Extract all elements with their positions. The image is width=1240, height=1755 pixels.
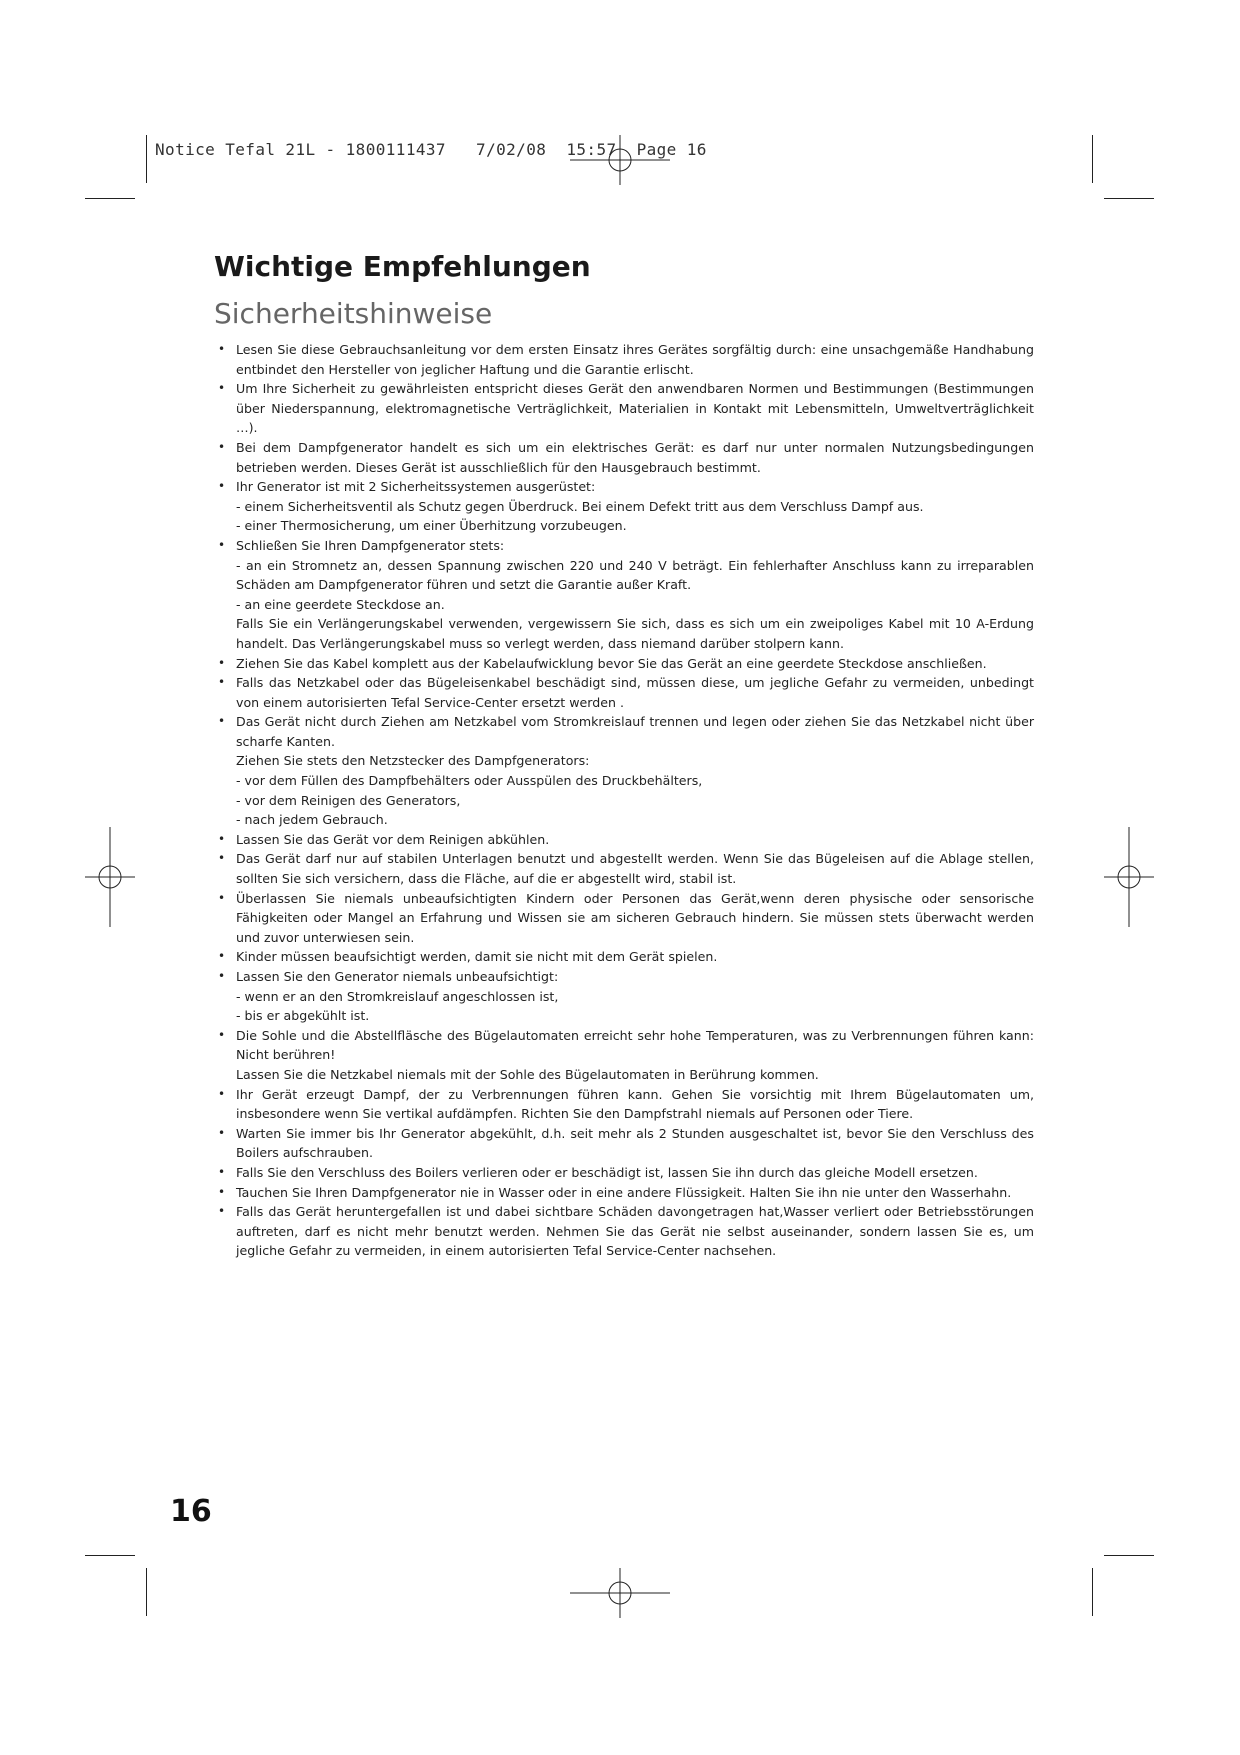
bullet-icon: • <box>218 675 226 690</box>
list-item-text: - an ein Stromnetz an, dessen Spannung zwischen 220 und 240 V beträgt. Ein fehlerhafter Anschluss kann zu irreparablen Schäden am Dampfgenerator führen und setzt die Garantie außer Kraft. <box>236 557 1034 593</box>
bullet-icon: • <box>218 655 226 670</box>
list-item-text: Ziehen Sie das Kabel komplett aus der Kabelaufwicklung bevor Sie das Gerät an eine geerdete Steckdose anschließen. <box>236 655 987 671</box>
list-item <box>214 712 1034 830</box>
list-item-text: - einem Sicherheitsventil als Schutz gegen Überdruck. Bei einem Defekt tritt aus dem Verschluss Dampf aus. <box>236 498 924 514</box>
registration-mark-left-icon <box>85 827 135 927</box>
crop-mark-bottom-left-v <box>146 1568 147 1616</box>
page-number: 16 <box>170 1494 212 1529</box>
list-item <box>214 438 1034 477</box>
list-item-text: Lesen Sie diese Gebrauchsanleitung vor dem ersten Einsatz ihres Gerätes sorgfältig durch: eine unsachgemäße Handhabung entbindet den Hersteller von jeglicher Haftung und die Garantie erlischt. <box>236 342 1034 377</box>
list-item <box>214 1183 1034 1203</box>
crop-mark-bottom-left-h <box>85 1555 135 1556</box>
crop-mark-top-left-h <box>85 198 135 199</box>
list-item <box>214 340 1034 379</box>
list-item-text: Das Gerät darf nur auf stabilen Unterlagen benutzt und abgestellt werden. Wenn Sie das Bügeleisen auf die Ablage stellen, sollten Sie sich versichern, dass die Fläche, auf die er abgestellt wird, stabil ist. <box>236 851 1034 887</box>
list-item-text: Falls das Netzkabel oder das Bügeleisenkabel beschädigt sind, müssen diese, um jegliche Gefahr zu vermeiden, unbedingt von einem autorisierten Tefal Service-Center ersetzt werden . <box>236 675 1034 710</box>
print-slug: Notice Tefal 21L - 1800111437 7/02/08 15:57 Page 16 <box>155 140 707 159</box>
bullet-icon: • <box>218 949 226 964</box>
list-item-text: Falls Sie den Verschluss des Boilers verlieren oder er beschädigt ist, lassen Sie ihn durch das gleiche Modell ersetzen. <box>236 1164 978 1180</box>
list-item <box>214 1202 1034 1261</box>
section-subtitle: Sicherheitshinweise <box>214 297 493 330</box>
bullet-icon: • <box>218 1086 226 1101</box>
bullet-icon: • <box>218 969 226 983</box>
list-item <box>214 1124 1034 1163</box>
bullet-icon: • <box>218 1184 226 1199</box>
list-item-text: Überlassen Sie niemals unbeaufsichtigten Kindern oder Personen das Gerät,wenn deren physische oder sensorische Fähigkeiten oder Mangel an Erfahrung und Wissen sie am sicheren Gebrauch hindern. Sie müssen stets überwacht werden und zuvor unterwiesen sein. <box>236 890 1034 945</box>
list-item <box>214 967 1034 1026</box>
list-item-text: - wenn er an den Stromkreislauf angeschlossen ist, <box>236 988 559 1004</box>
list-item-text: Falls Sie ein Verlängerungskabel verwenden, vergewissern Sie sich, dass es sich um ein zweipoliges Kabel mit 10 A-Erdung handelt. Das Verlängerungskabel muss so verlegt werden, dass niemand darüber stolpern kann. <box>236 616 1034 651</box>
list-item-text: Ihr Gerät erzeugt Dampf, der zu Verbrennungen führen kann. Gehen Sie vorsichtig mit Ihrem Bügelautomaten um, insbesondere wenn Sie vertikal aufdämpfen. Richten Sie den Dampfstrahl niemals auf Personen oder Tiere. <box>236 1086 1034 1122</box>
list-item <box>214 1026 1034 1085</box>
list-item-text: Warten Sie immer bis Ihr Generator abgekühlt, d.h. seit mehr als 2 Stunden ausgeschaltet ist, bevor Sie den Verschluss des Boilers aufschrauben. <box>236 1125 1034 1161</box>
crop-mark-top-left-v <box>146 135 147 183</box>
bullet-icon: • <box>218 890 226 905</box>
bullet-icon: • <box>218 1027 226 1042</box>
list-item-text: Ihr Generator ist mit 2 Sicherheitssystemen ausgerüstet: <box>236 479 596 495</box>
registration-mark-bottom-icon <box>570 1568 670 1618</box>
list-item-text: - nach jedem Gebrauch. <box>236 812 388 828</box>
bullet-icon: • <box>218 851 226 866</box>
bullet-icon: • <box>218 537 226 552</box>
registration-mark-top-icon <box>570 135 670 185</box>
list-item-text: Die Sohle und die Abstellfläsche des Bügelautomaten erreicht sehr hohe Temperaturen, was zu Verbrennungen führen kann: Nicht berühren! <box>236 1027 1034 1063</box>
page-title: Wichtige Empfehlungen <box>214 250 591 283</box>
list-item-text: Falls das Gerät heruntergefallen ist und dabei sichtbare Schäden davongetragen hat,Wasser verliert oder Betriebsstörungen auftreten, darf es nicht mehr benutzt werden. Nehmen Sie das Gerät nie selbst auseinander, sondern lassen Sie es, um jegliche Gefahr zu vermeiden, in einem autorisierten Tefal Service-Center nachsehen. <box>236 1204 1034 1259</box>
crop-mark-top-right-h <box>1104 198 1154 199</box>
crop-mark-bottom-right-v <box>1092 1568 1093 1616</box>
bullet-icon: • <box>218 381 226 396</box>
list-item <box>214 1085 1034 1124</box>
list-item <box>214 477 1034 536</box>
list-item-text: - an eine geerdete Steckdose an. <box>236 596 445 612</box>
list-item <box>214 536 1034 654</box>
list-item <box>214 673 1034 712</box>
bullet-icon: • <box>218 1204 226 1219</box>
bullet-icon: • <box>218 714 226 729</box>
crop-mark-top-right-v <box>1092 135 1093 183</box>
list-item <box>214 889 1034 948</box>
list-item-text: Bei dem Dampfgenerator handelt es sich um ein elektrisches Gerät: es darf nur unter normalen Nutzungsbedingungen betrieben werden. Dieses Gerät ist ausschließlich für den Hausgebrauch bestimmt. <box>236 439 1034 475</box>
safety-instructions <box>214 340 1034 1261</box>
list-item <box>214 947 1034 967</box>
list-item-text: Das Gerät nicht durch Ziehen am Netzkabel vom Stromkreislauf trennen und legen oder ziehen Sie das Netzkabel nicht über scharfe Kanten. <box>236 714 1034 749</box>
list-item-text: Ziehen Sie stets den Netzstecker des Dampfgenerators: <box>236 753 590 769</box>
list-item <box>214 1163 1034 1183</box>
list-item-text: - vor dem Füllen des Dampfbehälters oder Ausspülen des Druckbehälters, <box>236 773 703 789</box>
list-item-text: - bis er abgekühlt ist. <box>236 1008 370 1024</box>
list-item-text: - vor dem Reinigen des Generators, <box>236 792 461 808</box>
bullet-icon: • <box>218 439 226 454</box>
bullet-icon: • <box>218 479 226 494</box>
list-item <box>214 849 1034 888</box>
list-item-text: Schließen Sie Ihren Dampfgenerator stets: <box>236 537 505 553</box>
list-item-text: Lassen Sie die Netzkabel niemals mit der Sohle des Bügelautomaten in Berührung kommen. <box>236 1066 819 1082</box>
list-item-text: Um Ihre Sicherheit zu gewährleisten entspricht dieses Gerät den anwendbaren Normen und Bestimmungen (Bestimmungen über Niederspannung, elektromagnetische Verträglichkeit, Materialien in Kontakt mit Lebensmitteln, Umweltverträglichkeit …). <box>236 381 1034 436</box>
bullet-icon: • <box>218 831 226 846</box>
list-item-text: - einer Thermosicherung, um einer Überhitzung vorzubeugen. <box>236 518 627 534</box>
list-item-text: Lassen Sie das Gerät vor dem Reinigen abkühlen. <box>236 831 550 847</box>
list-item-text: Kinder müssen beaufsichtigt werden, damit sie nicht mit dem Gerät spielen. <box>236 949 718 965</box>
safety-list <box>214 340 1034 1261</box>
list-item <box>214 830 1034 850</box>
list-item <box>214 654 1034 674</box>
bullet-icon: • <box>218 1125 226 1140</box>
list-item-text: Tauchen Sie Ihren Dampfgenerator nie in Wasser oder in eine andere Flüssigkeit. Halten Sie ihn nie unter den Wasserhahn. <box>236 1184 1012 1200</box>
bullet-icon: • <box>218 1164 226 1179</box>
list-item <box>214 379 1034 438</box>
crop-mark-bottom-right-h <box>1104 1555 1154 1556</box>
bullet-icon: • <box>218 342 226 356</box>
registration-mark-right-icon <box>1104 827 1154 927</box>
list-item-text: Lassen Sie den Generator niemals unbeaufsichtigt: <box>236 969 559 984</box>
